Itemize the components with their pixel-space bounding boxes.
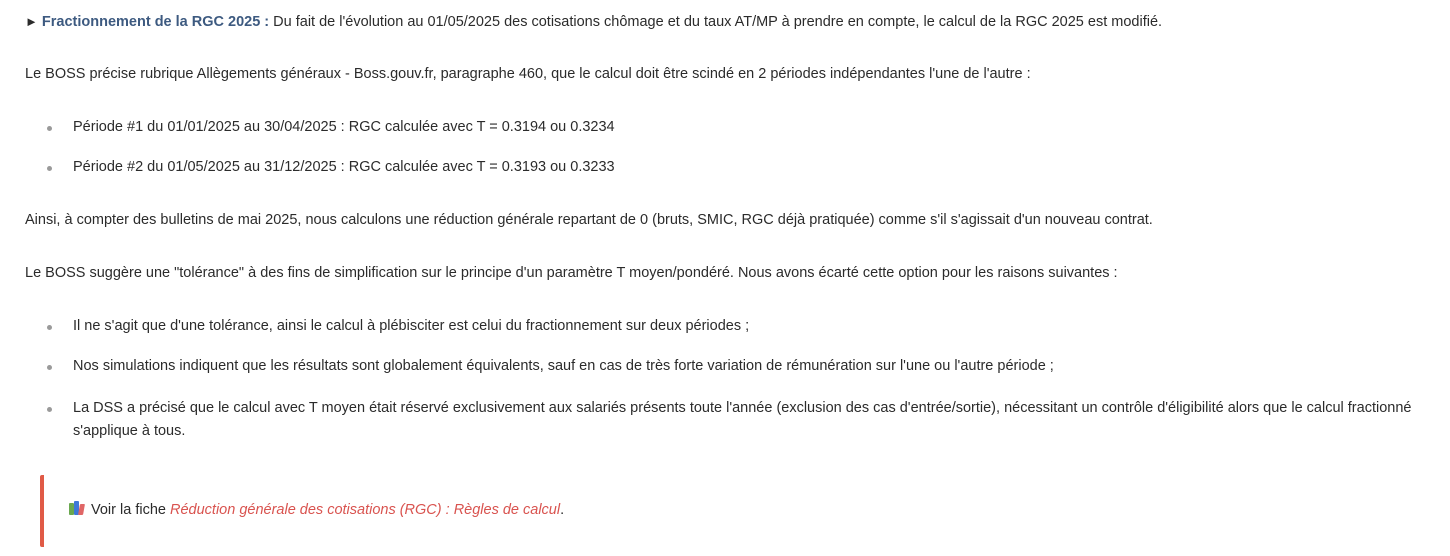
callout-suffix: . (560, 502, 565, 518)
intro-text: Du fait de l'évolution au 01/05/2025 des cotisations chômage et du taux AT/MP à prendre en compte, le calcul de la RGC 2025 est modifié. (269, 14, 1163, 30)
reason-text: Nos simulations indiquent que les résultats sont globalement équivalents, sauf en cas de très forte variation de rémunération sur l'une ou l'autre période ; (73, 358, 1054, 374)
bullet-icon (47, 325, 52, 330)
ainsi-paragraph: Ainsi, à compter des bulletins de mai 2025, nous calculons une réduction générale repartant de 0 (bruts, SMIC, RGC déjà pratiquée) comme s'il s'agissait d'un nouveau contrat. (25, 212, 1153, 228)
list-item (25, 315, 1425, 338)
intro-paragraph (25, 12, 1162, 32)
reason-text: La DSS a précisé que le calcul avec T moyen était réservé exclusivement aux salariés présents toute l'année (exclusion des cas d'entrée/sortie), nécessitant un contrôle d'éligibilité alors que le calcul fractionné s'applique à tous. (73, 400, 1412, 439)
reason-text: Il ne s'agit que d'une tolérance, ainsi le calcul à plébisciter est celui du fractionnement sur deux périodes ; (73, 318, 750, 334)
bullet-icon (47, 365, 52, 370)
books-icon (69, 501, 85, 515)
arrow-icon: ► (25, 14, 38, 29)
list-item (25, 355, 1425, 378)
bullet-icon (47, 407, 52, 412)
callout-prefix: Voir la fiche (91, 502, 170, 518)
bullet-icon (47, 166, 52, 171)
list-item (25, 156, 1425, 179)
tolerance-paragraph: Le BOSS suggère une "tolérance" à des fins de simplification sur le principe d'un paramètre T moyen/pondéré. Nous avons écarté cette option pour les raisons suivantes : (25, 265, 1118, 281)
period-text: Période #1 du 01/01/2025 au 30/04/2025 : RGC calculée avec T = 0.3194 ou 0.3234 (73, 119, 615, 135)
period-text: Période #2 du 01/05/2025 au 31/12/2025 : RGC calculée avec T = 0.3193 ou 0.3233 (73, 159, 615, 175)
boss-paragraph: Le BOSS précise rubrique Allègements généraux - Boss.gouv.fr, paragraphe 460, que le calcul doit être scindé en 2 périodes indépendantes l'une de l'autre : (25, 66, 1031, 82)
bullet-icon (47, 126, 52, 131)
see-also-callout (40, 475, 1420, 547)
intro-title: Fractionnement de la RGC 2025 : (41, 14, 270, 30)
list-item (25, 116, 1425, 139)
rgc-rules-link[interactable]: Réduction générale des cotisations (RGC) : Règles de calcul (170, 502, 561, 518)
callout-content (69, 500, 564, 520)
list-item (25, 397, 1425, 443)
